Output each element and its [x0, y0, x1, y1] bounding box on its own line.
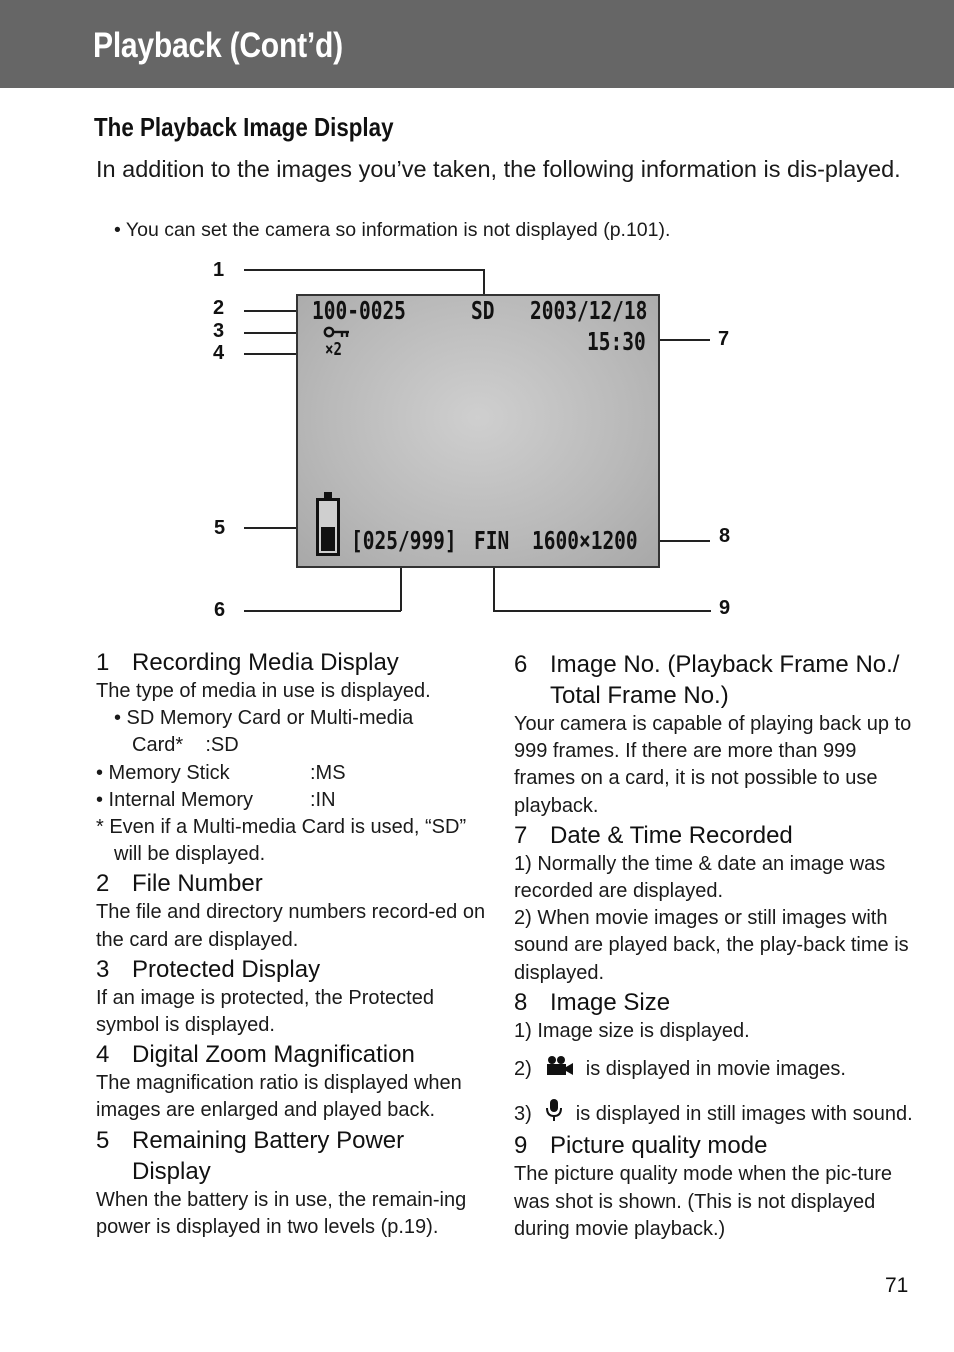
item-title-text: Digital Zoom Magnification — [132, 1041, 415, 1069]
bullet-label: • SD Memory Card or Multi-media Card* — [114, 707, 414, 757]
leader-line-1 — [244, 269, 484, 271]
lcd-image-no: [025/999] — [351, 526, 457, 555]
item-title-recording-media — [96, 647, 488, 678]
callout-3: 3 — [213, 320, 225, 342]
movie-icon-line — [514, 1055, 914, 1085]
item-title-text: Recording Media Display — [132, 649, 399, 676]
intro-note: • You can set the camera so information is not displayed (p.101). — [114, 219, 671, 241]
microphone-icon — [544, 1098, 564, 1130]
leader-line-9-rise — [493, 562, 495, 611]
callout-8: 8 — [719, 525, 731, 547]
media-bullet-list — [96, 705, 488, 814]
item-number: 2 — [96, 870, 110, 898]
leader-line-2 — [244, 310, 304, 312]
leader-line-9 — [493, 610, 711, 612]
item-title-image-size — [514, 987, 914, 1018]
item-title-picture-quality — [514, 1130, 914, 1161]
bullet-value: :IN — [310, 788, 336, 811]
page-title: Playback (Cont’d) — [93, 26, 343, 65]
media-bullet — [114, 705, 488, 759]
item-desc: 1) Image size is displayed. — [514, 1019, 750, 1042]
item-title-text: Image Size — [550, 988, 671, 1016]
item-number: 5 — [96, 1126, 110, 1154]
item-number: 9 — [514, 1132, 528, 1160]
footnote: * Even if a Multi-media Card is used, “SD” will be displayed. — [96, 816, 467, 866]
item-desc: When the battery is in use, the remain-ing power is displayed in two levels (p.19). — [96, 1188, 467, 1238]
lcd-file-number: 100-0025 — [312, 296, 406, 325]
bullet-value: :MS — [310, 761, 346, 784]
playback-display-diagram — [0, 0, 954, 640]
item-number: 3 — [96, 955, 110, 983]
item-title-protected — [96, 954, 488, 985]
right-column — [514, 649, 914, 1243]
item-title-text: Remaining Battery Power Display — [132, 1126, 405, 1185]
item-title-image-no — [514, 649, 914, 711]
list-prefix: 2) — [514, 1058, 532, 1081]
list-prefix: 3) — [514, 1103, 532, 1126]
movie-icon-text: is displayed in movie images. — [585, 1058, 846, 1081]
lcd-size: 1600×1200 — [532, 526, 638, 555]
leader-line-7 — [652, 339, 710, 341]
item-title-text: Image No. (Playback Frame No./ Total Frame No.) — [550, 651, 900, 709]
item-desc: 2) When movie images or still images with sound are played back, the play-back time is displayed. — [514, 907, 909, 984]
lcd-date: 2003/12/18 — [530, 296, 648, 325]
bullet-value: :SD — [205, 734, 239, 757]
item-desc: If an image is protected, the Protected symbol is displayed. — [96, 986, 434, 1037]
item-number: 8 — [514, 988, 528, 1016]
lcd-media: SD — [471, 296, 495, 325]
item-title-text: Picture quality mode — [550, 1132, 768, 1160]
item-desc: 1) Normally the time & date an image was recorded are displayed. — [514, 852, 886, 903]
item-title-text: Date & Time Recorded — [550, 821, 793, 849]
leader-line-6-rise — [400, 565, 402, 611]
sound-icon-text: is displayed in still images with sound. — [575, 1103, 913, 1126]
callout-2: 2 — [213, 297, 225, 319]
movie-camera-icon — [544, 1055, 574, 1085]
item-number: 7 — [514, 821, 528, 849]
battery-level-fill — [321, 527, 335, 551]
callout-4: 4 — [213, 342, 225, 364]
item-title-date-time — [514, 820, 914, 851]
callout-7: 7 — [718, 328, 730, 350]
section-heading: The Playback Image Display — [94, 112, 394, 142]
item-title-text: File Number — [132, 870, 263, 898]
page-number: 71 — [885, 1274, 909, 1297]
leader-line-6 — [244, 610, 401, 612]
callout-5: 5 — [214, 517, 226, 539]
item-desc: The picture quality mode when the pic-ture was shot is shown. (This is not displayed during movie playback.) — [514, 1163, 892, 1240]
item-desc: The file and directory numbers record-ed on the card are displayed. — [96, 901, 486, 951]
item-title-file-number — [96, 868, 488, 899]
item-number: 4 — [96, 1041, 110, 1069]
callout-6: 6 — [214, 599, 226, 621]
left-column — [96, 647, 488, 1241]
bullet-label: • Internal Memory — [96, 788, 254, 811]
item-title-digital-zoom — [96, 1039, 488, 1070]
callout-9: 9 — [719, 597, 731, 619]
item-desc: The type of media in use is displayed. — [96, 680, 431, 702]
item-desc: Your camera is capable of playing back up to 999 frames. If there are more than 999 frames on a card, it is not possible to use playback. — [514, 713, 912, 817]
leader-line-1-drop — [483, 269, 485, 295]
lcd-zoom: ×2 — [325, 339, 342, 360]
lcd-time: 15:30 — [587, 327, 646, 356]
intro-text: In addition to the images you’ve taken, the following information is dis-played. — [96, 156, 901, 182]
callout-1: 1 — [213, 259, 225, 281]
item-title-battery — [96, 1125, 488, 1187]
bullet-label: • Memory Stick — [96, 761, 230, 784]
item-title-text: Protected Display — [132, 955, 321, 983]
sound-icon-line — [514, 1098, 914, 1130]
item-number: 6 — [514, 651, 528, 678]
media-bullet — [96, 760, 488, 787]
leader-line-8 — [652, 540, 710, 542]
item-number: 1 — [96, 649, 110, 676]
media-bullet — [96, 787, 488, 814]
lcd-quality: FIN — [474, 526, 510, 555]
battery-icon — [316, 498, 340, 556]
item-desc: The magnification ratio is displayed when images are enlarged and played back. — [96, 1072, 462, 1122]
